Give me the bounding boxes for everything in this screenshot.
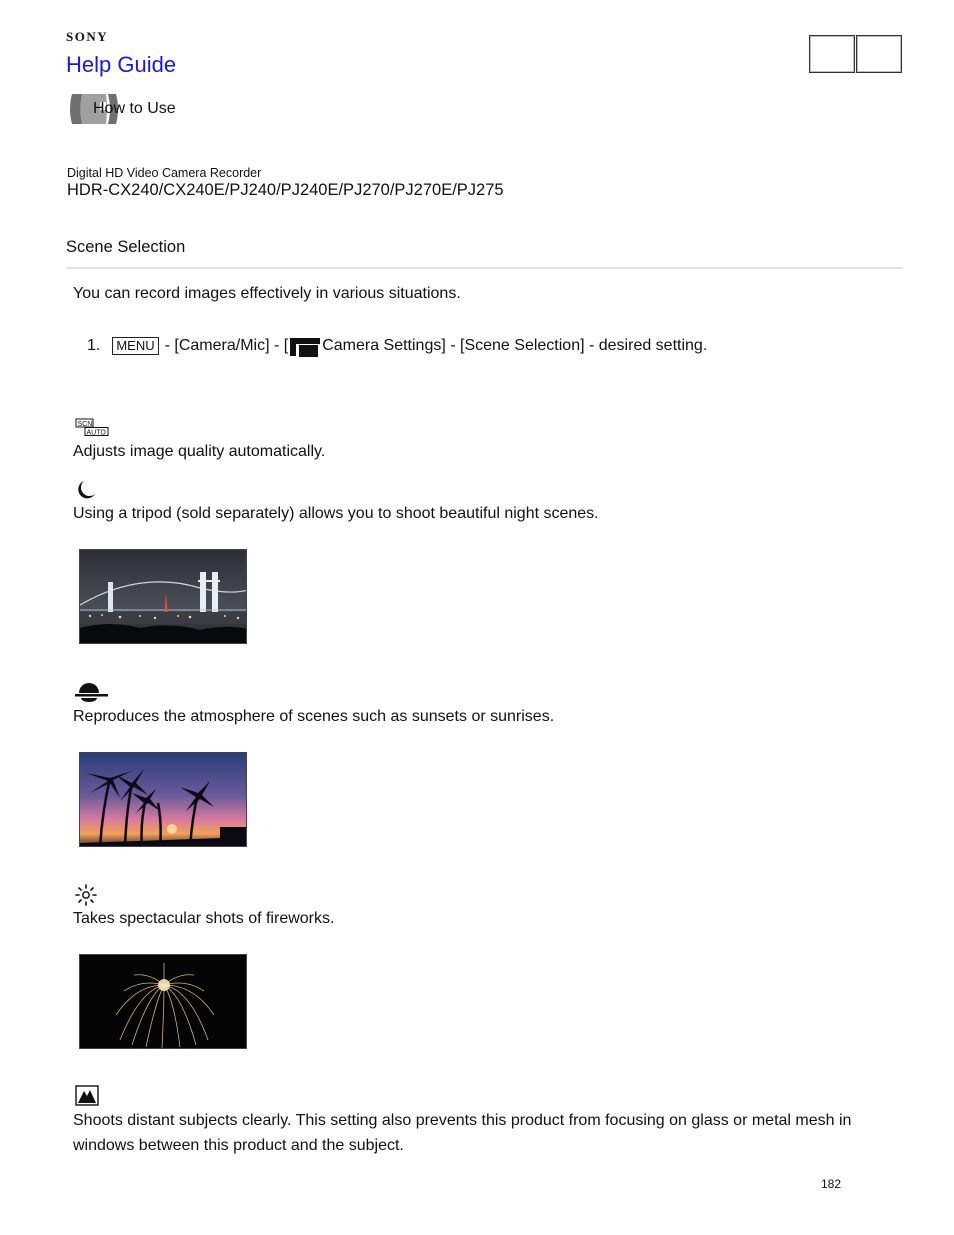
night-scene-description: Using a tripod (sold separately) allows you to shoot beautiful night scenes.: [73, 505, 599, 522]
sony-logo: SONY: [66, 29, 109, 44]
fireworks-description: Takes spectacular shots of fireworks.: [73, 910, 335, 927]
next-page-button[interactable]: [856, 35, 902, 73]
step-text-part2: Camera Settings] - [Scene Selection] - desired setting.: [322, 337, 708, 354]
night-scene-example-image: [79, 549, 247, 644]
title-divider: [66, 267, 903, 269]
night-scene-icon: [75, 480, 97, 500]
fireworks-icon: [75, 884, 97, 906]
previous-page-button[interactable]: [809, 35, 855, 73]
scene-auto-description: Adjusts image quality automatically.: [73, 443, 326, 460]
page-number: 182: [821, 1177, 842, 1191]
fireworks-example-image: [79, 954, 247, 1049]
landscape-description: Shoots distant subjects clearly. This setting also prevents this product from focusing on glass or metal mesh in windows between this product and the subject.: [73, 1112, 852, 1154]
category-label: How to Use: [93, 100, 176, 117]
menu-button-icon: MENU: [112, 337, 158, 355]
step-text-part1: - [Camera/Mic] - [: [164, 337, 289, 354]
step-number: 1.: [87, 337, 101, 354]
svg-text:AUTO: AUTO: [86, 429, 106, 437]
sunrise-sunset-icon: [75, 683, 109, 703]
sunset-example-image: [79, 752, 247, 847]
product-type: Digital HD Video Camera Recorder: [67, 166, 262, 180]
page-title: Scene Selection: [66, 238, 186, 256]
landscape-icon: [75, 1085, 99, 1106]
step-1: [87, 334, 707, 358]
svg-text:SCN: SCN: [77, 420, 93, 428]
camera-settings-icon: [288, 334, 322, 358]
model-numbers: HDR-CX240/CX240E/PJ240/PJ240E/PJ270/PJ270E/PJ275: [67, 181, 504, 199]
intro-text: You can record images effectively in various situations.: [73, 285, 461, 302]
scene-auto-icon: [75, 418, 109, 437]
sunrise-sunset-description: Reproduces the atmosphere of scenes such as sunsets or sunrises.: [73, 708, 555, 725]
help-guide-title-link[interactable]: Help Guide: [66, 52, 177, 77]
